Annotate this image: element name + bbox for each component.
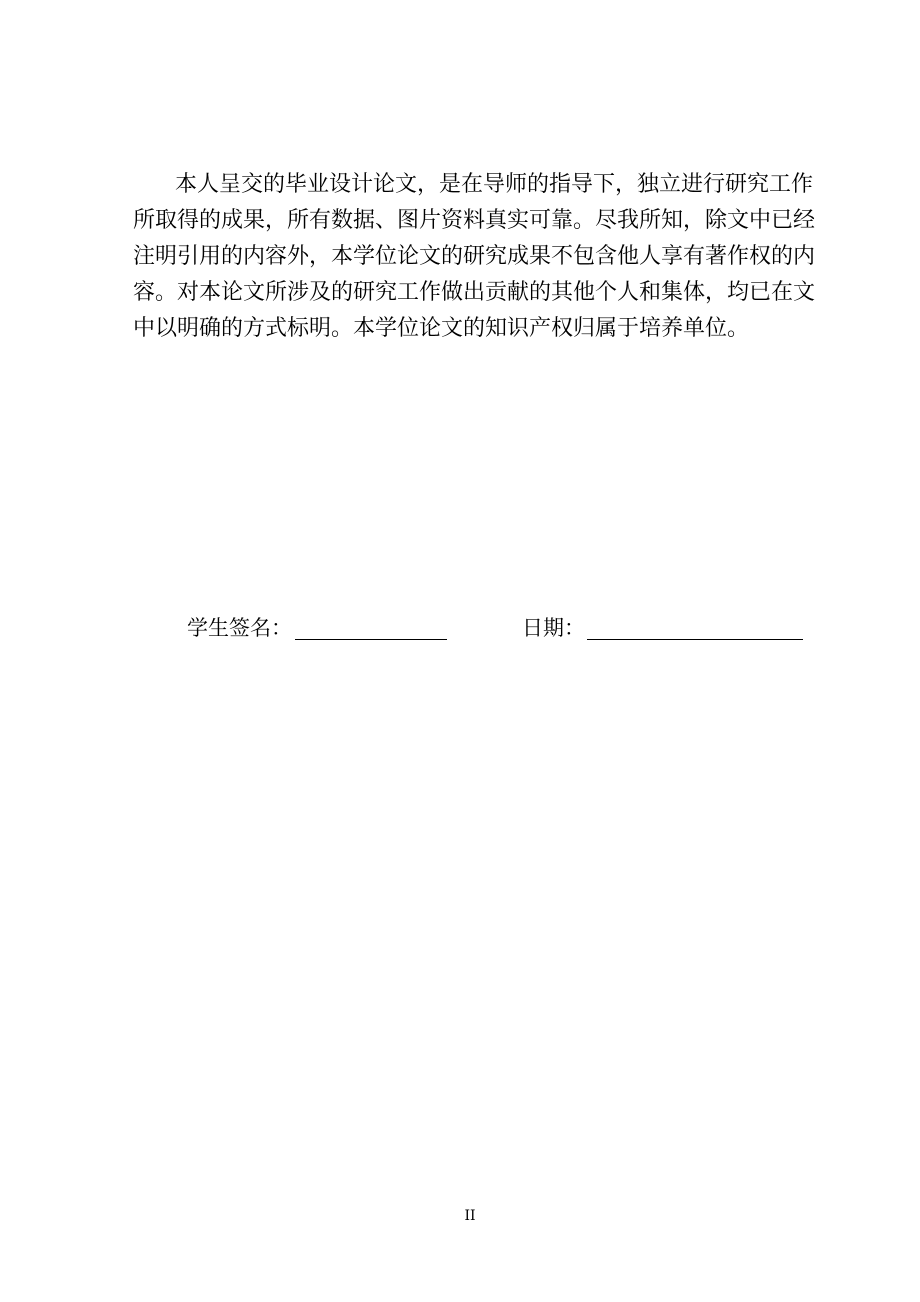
date-line[interactable]	[587, 639, 803, 640]
student-signature-line[interactable]	[295, 639, 447, 640]
declaration-line: 所取得的成果，所有数据、图片资料真实可靠。尽我所知，除文中已经	[133, 208, 816, 233]
declaration-line: 注明引用的内容外，本学位论文的研究成果不包含他人享有著作权的内	[133, 244, 816, 269]
date-label: 日期：	[522, 616, 585, 640]
declaration-line: 本人呈交的毕业设计论文，是在导师的指导下，独立进行研究工作	[175, 172, 814, 197]
student-signature-label: 学生签名：	[187, 616, 292, 640]
page-number: II	[464, 1208, 476, 1224]
declaration-line: 中以明确的方式标明。本学位论文的知识产权归属于培养单位。	[133, 316, 750, 341]
signature-row	[187, 613, 817, 647]
declaration-line: 容。对本论文所涉及的研究工作做出贡献的其他个人和集体，均已在文	[133, 280, 816, 305]
declaration-paragraph	[133, 167, 816, 347]
